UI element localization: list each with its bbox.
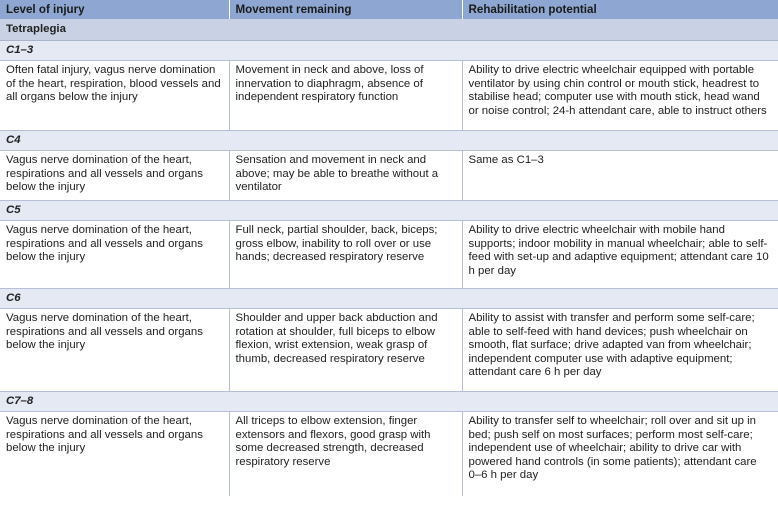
rehab-cell: Ability to transfer self to wheelchair; roll over and sit up in bed; push self on most surfaces; perform most self-care; independent use of wheelchair; ability to drive car with powered hand controls (in some patients); attendant care 0–6 h per day bbox=[468, 415, 757, 481]
movement-cell: Full neck, partial shoulder, back, biceps; gross elbow, inability to roll over or use hands; decreased respiratory reserve bbox=[229, 221, 462, 289]
level-label: C4 bbox=[0, 131, 778, 151]
injury-cell: Often fatal injury, vagus nerve domination of the heart, respiration, blood vessels and all organs below the injury bbox=[0, 61, 229, 131]
header-rehabilitation-potential: Rehabilitation potential bbox=[462, 0, 778, 19]
level-row bbox=[0, 392, 778, 412]
movement-cell: Sensation and movement in neck and above; may be able to breathe without a ventilator bbox=[229, 151, 462, 201]
header-row bbox=[0, 0, 778, 19]
level-row bbox=[0, 131, 778, 151]
level-row bbox=[0, 289, 778, 309]
level-row bbox=[0, 201, 778, 221]
table-row bbox=[0, 309, 778, 392]
injury-cell: Vagus nerve domination of the heart, respirations and all vessels and organs below the injury bbox=[0, 309, 229, 392]
rehab-cell: Ability to assist with transfer and perform some self-care; able to self-feed with hand devices; push wheelchair on smooth, flat surface; drive adapted van from wheelchair; independent computer use with adaptive equipment; attendant care 6 h per day bbox=[468, 312, 755, 378]
rehab-cell: Ability to drive electric wheelchair equipped with portable ventilator by using chin control or mouth stick, headrest to stabilise head; computer use with mouth stick, head wand or noise control; 24-h attendant care, able to instruct others bbox=[468, 64, 767, 117]
injury-cell: Vagus nerve domination of the heart, respirations and all vessels and organs below the injury bbox=[0, 151, 229, 201]
section-title: Tetraplegia bbox=[0, 19, 778, 41]
header-movement-remaining: Movement remaining bbox=[229, 0, 462, 19]
movement-cell: Shoulder and upper back abduction and rotation at shoulder, full biceps to elbow flexion, wrist extension, weak grasp of thumb, decreased respiratory reserve bbox=[229, 309, 462, 392]
injury-cell: Vagus nerve domination of the heart, respirations and all vessels and organs below the injury bbox=[0, 221, 229, 289]
movement-cell: All triceps to elbow extension, finger extensors and flexors, good grasp with some decreased strength, decreased respiratory reserve bbox=[229, 412, 462, 496]
level-label: C7–8 bbox=[0, 392, 778, 412]
level-label: C5 bbox=[0, 201, 778, 221]
level-row bbox=[0, 41, 778, 61]
rehab-cell: Same as C1–3 bbox=[468, 154, 544, 166]
table-row bbox=[0, 221, 778, 289]
table-row bbox=[0, 412, 778, 496]
injury-cell: Vagus nerve domination of the heart, respirations and all vessels and organs below the injury bbox=[0, 412, 229, 496]
table-row bbox=[0, 61, 778, 131]
header-level-of-injury: Level of injury bbox=[0, 0, 229, 19]
level-label: C1–3 bbox=[0, 41, 778, 61]
rehab-cell: Ability to drive electric wheelchair with mobile hand supports; indoor mobility in manual wheelchair; able to self-feed with set-up and adaptive equipment; attendant care 10 h per day bbox=[468, 224, 769, 277]
section-row bbox=[0, 19, 778, 41]
level-label: C6 bbox=[0, 289, 778, 309]
movement-cell: Movement in neck and above, loss of innervation to diaphragm, absence of independent respiratory function bbox=[229, 61, 462, 131]
table-row bbox=[0, 151, 778, 201]
